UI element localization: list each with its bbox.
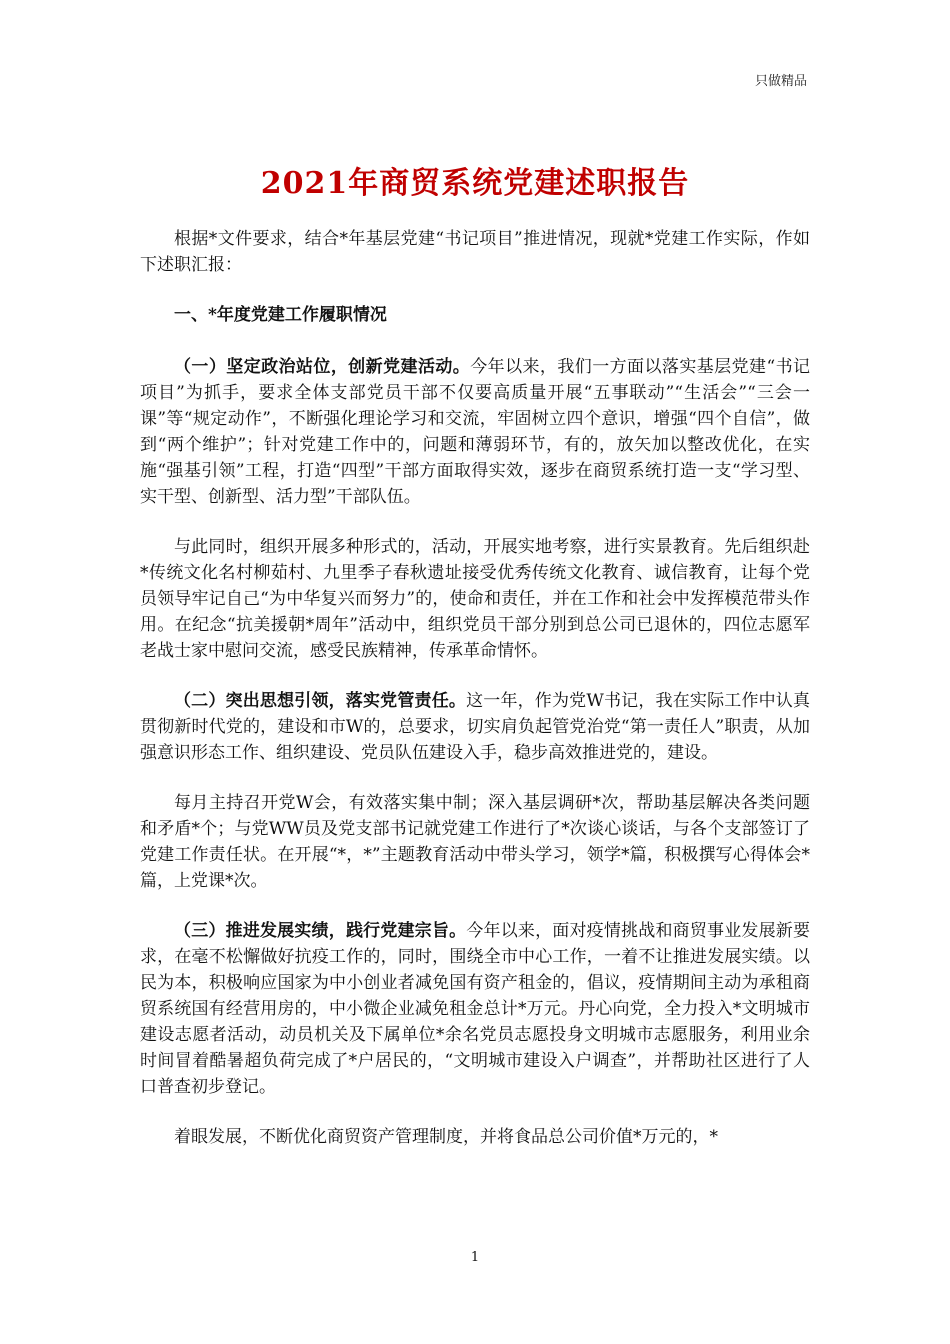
intro-paragraph: 根据*文件要求，结合*年基层党建“书记项目”推进情况，现就*党建工作实际，作如下述职汇报： — [140, 229, 810, 275]
paragraph-2: 与此同时，组织开展多种形式的，活动，开展实地考察，进行实景教育。先后组织赴*传统文化名村柳茹村、九里季子春秋遗址接受优秀传统文化教育、诚信教育，让每个党员领导牢记自己“为中华复兴而努力”的，使命和责任，并在工作和社会中发挥模范带头作用。在纪念“抗美援朝*周年”活动中，组织党员干部分别到总公司已退休的，四位志愿军老战士家中慰问交流，感受民族精神，传承革命情怀。 — [140, 537, 810, 661]
document-title: 2021年商贸系统党建述职报告 — [260, 166, 690, 201]
paragraph-1 — [140, 354, 810, 510]
paragraph-6: 着眼发展，不断优化商贸资产管理制度，并将食品总公司价值*万元的，* — [174, 1127, 718, 1147]
paragraph-1-lead: （一）坚定政治站位，创新党建活动。 — [174, 357, 471, 377]
document-body — [140, 226, 810, 1174]
page-number: 1 — [470, 1250, 480, 1265]
header-note: 只做精品 — [754, 74, 807, 89]
paragraph-1-text: 今年以来，我们一方面以落实基层党建“书记项目”为抓手，要求全体支部党员干部不仅要高质量开展“五事联动”“生活会”“三会一课”等“规定动作”，不断强化理论学习和交流，牢固树立四个意识，增强“四个自信”，做到“两个维护”；针对党建工作中的，问题和薄弱环节，有的，放矢加以整改优化，在实施“强基引领”工程，打造“四型”干部方面取得实效，逐步在商贸系统打造一支“学习型、实干型、创新型、活力型”干部队伍。 — [140, 357, 810, 507]
section-heading: 一、*年度党建工作履职情况 — [174, 305, 387, 325]
paragraph-5-text: 今年以来，面对疫情挑战和商贸事业发展新要求，在毫不松懈做好抗疫工作的，同时，围绕全市中心工作，一着不让推进发展实绩。以民为本，积极响应国家为中小创业者减免国有资产租金的，倡议，疫情期间主动为承租商贸系统国有经营用房的，中小微企业减免租金总计*万元。丹心向党，全力投入*文明城市建设志愿者活动，动员机关及下属单位*余名党员志愿投身文明城市志愿服务，利用业余时间冒着酷暑超负荷完成了*户居民的，“文明城市建设入户调查”，并帮助社区进行了人口普查初步登记。 — [140, 921, 811, 1097]
paragraph-5-lead: （三）推进发展实绩，践行党建宗旨。 — [174, 921, 467, 941]
paragraph-3-lead: （二）突出思想引领，落实党管责任。 — [174, 691, 467, 711]
paragraph-5 — [140, 918, 810, 1100]
paragraph-3-text: 这一年，作为党W书记，我在实际工作中认真贯彻新时代党的，建设和市W的，总要求，切实肩负起管党治党“第一责任人”职责，从加强意识形态工作、组织建设、党员队伍建设入手，稳步高效推进党的，建设。 — [140, 691, 810, 763]
paragraph-4: 每月主持召开党W会，有效落实集中制；深入基层调研*次，帮助基层解决各类问题和矛盾*个；与党WW员及党支部书记就党建工作进行了*次谈心谈话，与各个支部签订了党建工作责任状。在开展“*，*”主题教育活动中带头学习，领学*篇，积极撰写心得体会*篇，上党课*次。 — [140, 793, 810, 891]
paragraph-3 — [140, 688, 810, 766]
